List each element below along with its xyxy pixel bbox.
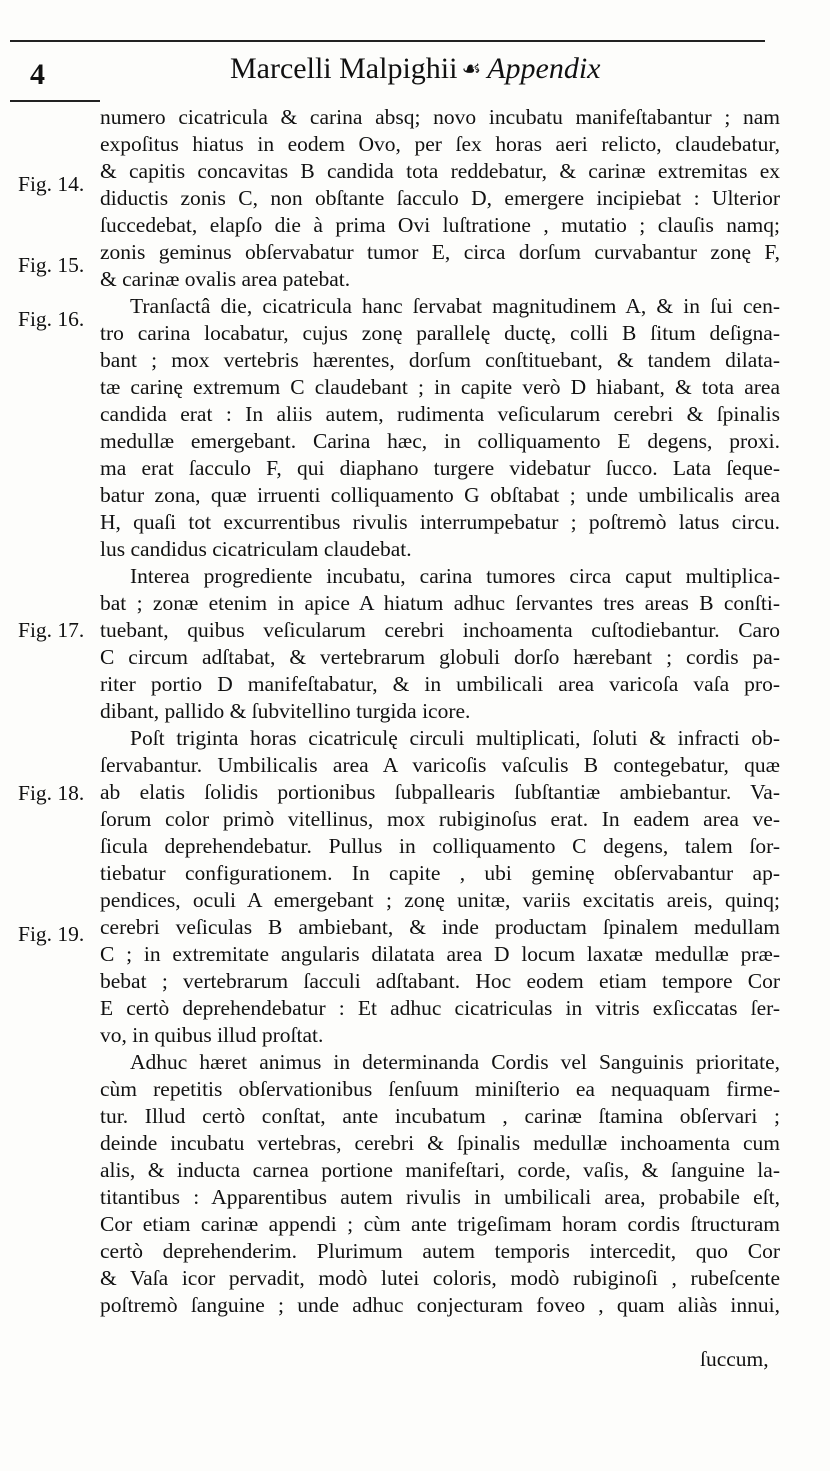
text-line: numero cicatricula & carina absq; novo incubatu manifeſtabantur ; nam — [100, 105, 780, 129]
text-line: zonis geminus obſervabatur tumor E, circa dorſum curvabantur zonę F, — [100, 240, 780, 264]
text-line: Tranſactâ die, cicatricula hanc ſervabat magnitudinem A, & in ſui cen- — [130, 294, 780, 318]
text-line: certò deprehenderim. Plurimum autem temporis intercedit, quo Cor — [100, 1239, 780, 1263]
text-line: H, quaſi tot excurrentibus rivulis interrumpebatur ; poſtremò latus circu. — [100, 510, 780, 534]
running-head — [230, 52, 600, 86]
text-line: pendices, oculi A emergebant ; zonę unitæ, variis excitatis areis, quinq; — [100, 888, 780, 912]
text-line: diductis zonis C, non obſtante ſacculo D, emergere incipiebat : Ulterior — [100, 186, 780, 210]
text-line: ma erat ſacculo F, qui diaphano turgere videbatur ſucco. Lata ſeque- — [100, 456, 780, 480]
text-line: dibant, pallido & ſubvitellino turgida icore. — [100, 699, 471, 723]
text-line: alis, & inducta carnea portione manifeſtari, corde, vaſis, & ſanguine la- — [100, 1158, 780, 1182]
text-line: tæ carinę extremum C claudebant ; in capite verò D hiabant, & tota area — [100, 375, 780, 399]
text-line: batur zona, quæ irruenti colliquamento G obſtabat ; unde umbilicalis area — [100, 483, 780, 507]
text-line: deinde incubatu vertebras, cerebri & ſpinalis medullæ inchoamenta cum — [100, 1131, 780, 1155]
text-line: riter portio D manifeſtabatur, & in umbilicali area varicoſa vaſa pro- — [100, 672, 780, 696]
figure-ref: Fig. 16. — [18, 307, 85, 331]
text-line: ſuccedebat, elapſo die à prima Ovi luſtratione , mutatio ; clauſis namq; — [100, 213, 780, 237]
header-rule — [10, 40, 765, 42]
text-line: & Vaſa icor pervadit, modò lutei coloris, modò rubiginoſi , rubeſcente — [100, 1266, 780, 1290]
text-line: candida erat : In aliis autem, rudimenta veſicularum cerebri & ſpinalis — [100, 402, 780, 426]
text-line: lus candidus cicatriculam claudebat. — [100, 537, 412, 561]
text-line: poſtremò ſanguine ; unde adhuc conjecturam foveo , quam aliàs innui, — [100, 1293, 780, 1317]
text-line: Interea progrediente incubatu, carina tumores circa caput multiplica- — [130, 564, 780, 588]
text-line: Adhuc hæret animus in determinanda Cordis vel Sanguinis prioritate, — [130, 1050, 780, 1074]
text-line: medullæ emergebant. Carina hæc, in colliquamento E degens, proxi. — [100, 429, 780, 453]
ornament-icon: ☙ — [461, 56, 482, 81]
text-line: bat ; zonæ etenim in apice A hiatum adhuc ſervantes tres areas B conſti- — [100, 591, 780, 615]
text-line: tur. Illud certò conſtat, ante incubatum , carinæ ſtamina obſervari ; — [100, 1104, 780, 1128]
text-line: tuebant, quibus veſicularum cerebri inchoamenta cuſtodiebantur. Caro — [100, 618, 780, 642]
text-line: tro carina locabatur, cujus zonę parallelę ductę, colli B ſitum deſigna- — [100, 321, 780, 345]
text-line: ſicula deprehendebatur. Pullus in colliquamento C degens, talem ſor- — [100, 834, 780, 858]
text-line: ab elatis ſolidis portionibus ſubpallearis ſubſtantiæ ambiebantur. Va- — [100, 780, 780, 804]
running-head-section: Appendix — [487, 52, 601, 85]
text-line: Cor etiam carinæ appendi ; cùm ante trigeſimam horam cordis ſtructuram — [100, 1212, 780, 1236]
text-line: bant ; mox vertebris hærentes, dorſum conſtituebant, & tandem dilata- — [100, 348, 780, 372]
text-line: C circum adſtabat, & vertebrarum globuli dorſo hærebant ; cordis pa- — [100, 645, 780, 669]
text-line: vo, in quibus illud proſtat. — [100, 1023, 324, 1047]
text-line: cerebri veſiculas B ambiebant, & inde productam ſpinalem medullam — [100, 915, 780, 939]
text-line: E certò deprehendebatur : Et adhuc cicatriculas in vitris exſiccatas ſer- — [100, 996, 780, 1020]
text-line: & carinæ ovalis area patebat. — [100, 267, 351, 291]
figure-ref: Fig. 19. — [18, 922, 85, 946]
page-number: 4 — [30, 58, 45, 91]
text-line: ſorum color primò vitellinus, mox rubiginoſus erat. In eadem area ve- — [100, 807, 780, 831]
text-line: titantibus : Apparentibus autem rivulis in umbilicali area, probabile eſt, — [100, 1185, 780, 1209]
figure-ref: Fig. 14. — [18, 172, 85, 196]
running-head-author: Marcelli Malpighii — [230, 52, 458, 85]
text-line: C ; in extremitate angularis dilatata area D locum laxatæ medullæ præ- — [100, 942, 780, 966]
catchword: ſuccum, — [700, 1347, 769, 1371]
page-number-rule — [10, 100, 100, 102]
text-line: bebat ; vertebrarum ſacculi adſtabant. Hoc eodem etiam tempore Cor — [100, 969, 780, 993]
figure-ref: Fig. 15. — [18, 253, 85, 277]
figure-ref: Fig. 17. — [18, 618, 85, 642]
text-line: expoſitus hiatus in eodem Ovo, per ſex horas aeri relicto, claudebatur, — [100, 132, 780, 156]
text-line: cùm repetitis obſervationibus ſenſuum miniſterio ea nequaquam firme- — [100, 1077, 780, 1101]
text-line: Poſt triginta horas cicatriculę circuli multiplicati, ſoluti & infracti ob- — [130, 726, 780, 750]
text-line: tiebatur configurationem. In capite , ubi geminę obſervabantur ap- — [100, 861, 780, 885]
figure-ref: Fig. 18. — [18, 781, 85, 805]
text-line: ſervabantur. Umbilicalis area A varicoſis vaſculis B contegebatur, quæ — [100, 753, 780, 777]
text-line: & capitis concavitas B candida tota reddebatur, & carinæ extremitas ex — [100, 159, 780, 183]
